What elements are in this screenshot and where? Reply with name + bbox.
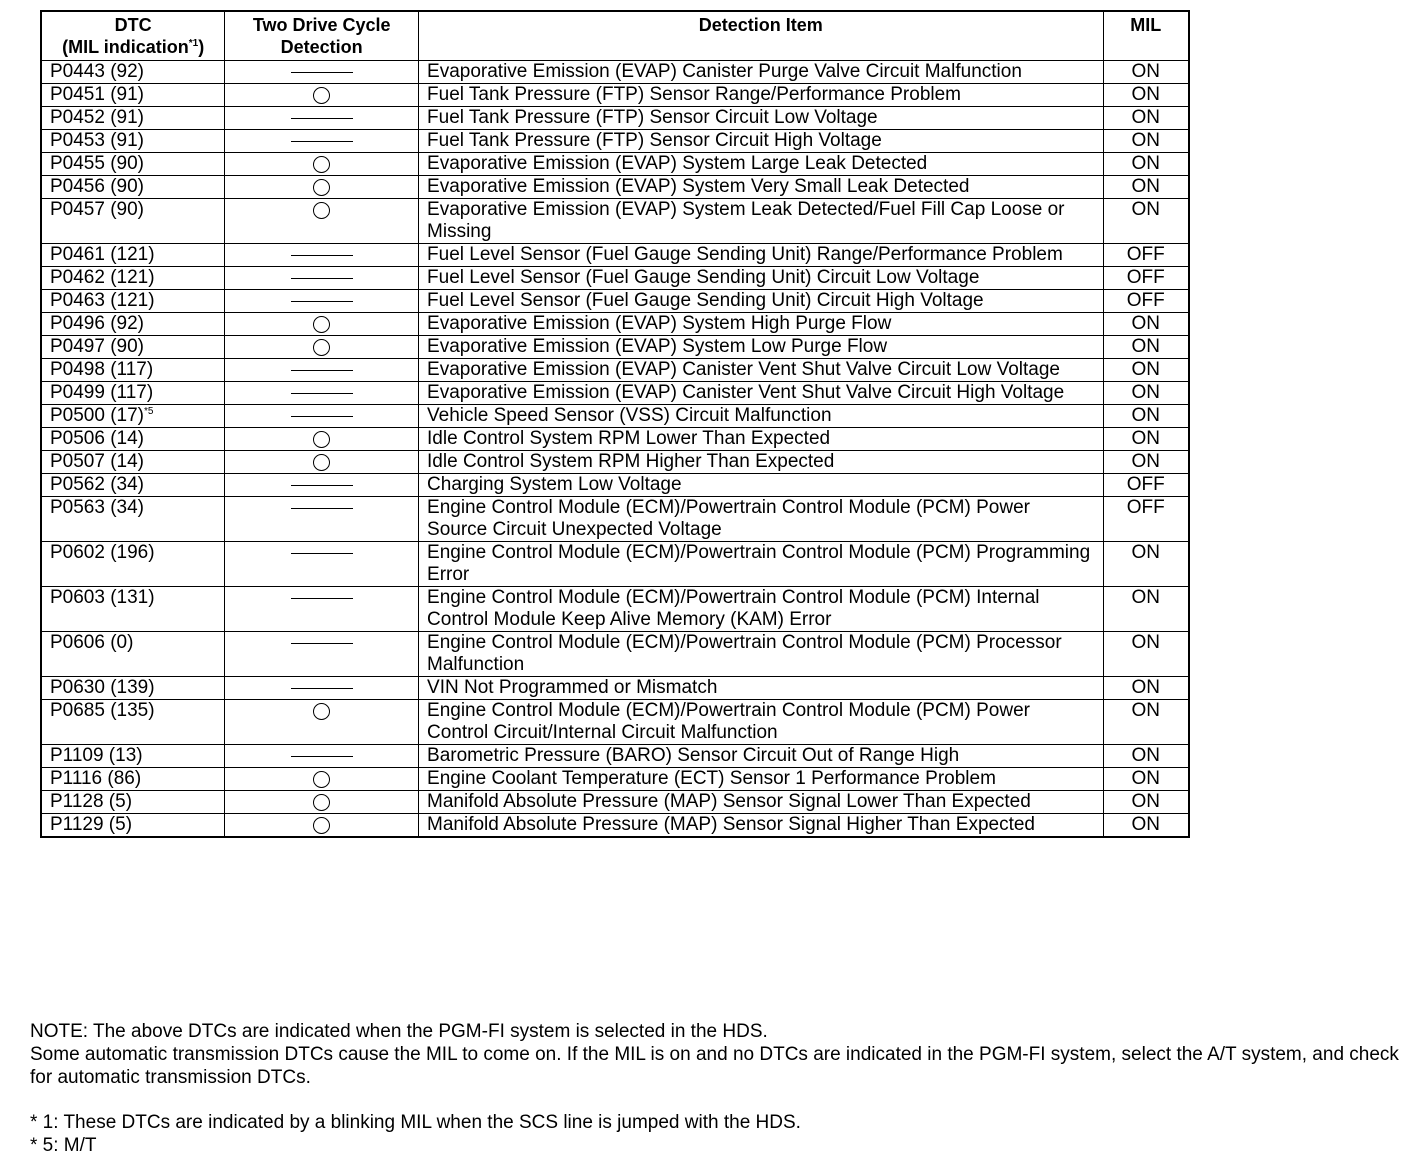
dtc-code-cell xyxy=(41,199,225,244)
header-dtc-line2: (MIL indication xyxy=(62,37,189,57)
dash-mark-icon xyxy=(291,393,353,394)
dtc-code: P0603 (131) xyxy=(50,587,155,608)
dtc-code-cell xyxy=(41,632,225,677)
dtc-code: P0507 (14) xyxy=(50,451,145,472)
mil-status: ON xyxy=(1103,130,1189,153)
detection-item: Evaporative Emission (EVAP) System Large Leak Detected xyxy=(419,153,1104,176)
table-row xyxy=(41,632,1189,677)
header-dtc-line1: DTC xyxy=(114,15,152,35)
mil-status: ON xyxy=(1103,153,1189,176)
two-drive-cycle-cell xyxy=(225,290,419,313)
two-drive-cycle-cell xyxy=(225,700,419,745)
note-automatic-transmission: Some automatic transmission DTCs cause the MIL to come on. If the MIL is on and no DTCs are indicated in the PGM-FI system, select the A/T system, and check for automatic transmission DTCs. xyxy=(30,1044,1399,1088)
circle-mark-icon xyxy=(313,339,330,356)
dtc-code-cell xyxy=(41,745,225,768)
two-drive-cycle-cell xyxy=(225,61,419,84)
circle-mark-icon xyxy=(313,87,330,104)
two-drive-cycle-cell xyxy=(225,768,419,791)
dtc-code: P1129 (5) xyxy=(50,814,133,835)
table-row xyxy=(41,290,1189,313)
circle-mark-icon xyxy=(313,156,330,173)
mil-status: OFF xyxy=(1103,244,1189,267)
table-row xyxy=(41,768,1189,791)
mil-status: ON xyxy=(1103,428,1189,451)
mil-status: ON xyxy=(1103,814,1189,838)
table-row xyxy=(41,153,1189,176)
two-drive-cycle-cell xyxy=(225,176,419,199)
table-row xyxy=(41,84,1189,107)
dtc-table xyxy=(40,10,1190,838)
table-row xyxy=(41,107,1189,130)
detection-item: Fuel Tank Pressure (FTP) Sensor Range/Performance Problem xyxy=(419,84,1104,107)
table-row xyxy=(41,814,1189,838)
dtc-code-cell xyxy=(41,290,225,313)
mil-status: ON xyxy=(1103,587,1189,632)
dtc-code: P0606 (0) xyxy=(50,632,134,653)
mil-status: OFF xyxy=(1103,497,1189,542)
mil-status: ON xyxy=(1103,382,1189,405)
two-drive-cycle-cell xyxy=(225,267,419,290)
dtc-code: P0499 (117) xyxy=(50,382,154,403)
footnote-5: * 5: M/T xyxy=(30,1135,97,1156)
table-row xyxy=(41,745,1189,768)
two-drive-cycle-cell xyxy=(225,451,419,474)
detection-item: Manifold Absolute Pressure (MAP) Sensor Signal Lower Than Expected xyxy=(419,791,1104,814)
detection-item: Fuel Tank Pressure (FTP) Sensor Circuit Low Voltage xyxy=(419,107,1104,130)
table-row xyxy=(41,176,1189,199)
mil-status: OFF xyxy=(1103,267,1189,290)
dtc-code: P0500 (17) xyxy=(50,405,145,426)
dtc-code: P0497 (90) xyxy=(50,336,145,357)
mil-status: ON xyxy=(1103,451,1189,474)
dtc-code: P0453 (91) xyxy=(50,130,145,151)
dtc-code: P0602 (196) xyxy=(50,542,155,563)
two-drive-cycle-cell xyxy=(225,382,419,405)
detection-item: Evaporative Emission (EVAP) Canister Vent Shut Valve Circuit Low Voltage xyxy=(419,359,1104,382)
detection-item: Evaporative Emission (EVAP) System Low Purge Flow xyxy=(419,336,1104,359)
detection-item: Evaporative Emission (EVAP) System Very Small Leak Detected xyxy=(419,176,1104,199)
dash-mark-icon xyxy=(291,598,353,599)
circle-mark-icon xyxy=(313,454,330,471)
two-drive-cycle-cell xyxy=(225,199,419,244)
two-drive-cycle-cell xyxy=(225,677,419,700)
table-row xyxy=(41,313,1189,336)
two-drive-cycle-cell xyxy=(225,244,419,267)
mil-status: ON xyxy=(1103,542,1189,587)
dash-mark-icon xyxy=(291,141,353,142)
mil-status: ON xyxy=(1103,791,1189,814)
detection-item: Idle Control System RPM Higher Than Expected xyxy=(419,451,1104,474)
detection-item: Barometric Pressure (BARO) Sensor Circuit Out of Range High xyxy=(419,745,1104,768)
dtc-code-cell xyxy=(41,130,225,153)
dash-mark-icon xyxy=(291,118,353,119)
dash-mark-icon xyxy=(291,553,353,554)
dtc-code: P0457 (90) xyxy=(50,199,145,220)
detection-item: Engine Control Module (ECM)/Powertrain Control Module (PCM) Power Control Circuit/Internal Circuit Malfunction xyxy=(419,700,1104,745)
dtc-code: P0456 (90) xyxy=(50,176,145,197)
dtc-code: P0462 (121) xyxy=(50,267,155,288)
mil-status: ON xyxy=(1103,359,1189,382)
mil-status: ON xyxy=(1103,176,1189,199)
table-row xyxy=(41,791,1189,814)
detection-item: Charging System Low Voltage xyxy=(419,474,1104,497)
detection-item: VIN Not Programmed or Mismatch xyxy=(419,677,1104,700)
table-row xyxy=(41,474,1189,497)
dtc-code-cell xyxy=(41,244,225,267)
detection-item: Evaporative Emission (EVAP) System High Purge Flow xyxy=(419,313,1104,336)
table-row xyxy=(41,61,1189,84)
two-drive-cycle-cell xyxy=(225,153,419,176)
dash-mark-icon xyxy=(291,278,353,279)
detection-item: Fuel Level Sensor (Fuel Gauge Sending Unit) Circuit High Voltage xyxy=(419,290,1104,313)
table-row xyxy=(41,267,1189,290)
detection-item: Evaporative Emission (EVAP) Canister Purge Valve Circuit Malfunction xyxy=(419,61,1104,84)
dtc-code-cell xyxy=(41,382,225,405)
mil-status: ON xyxy=(1103,61,1189,84)
dtc-code-cell xyxy=(41,768,225,791)
dtc-code: P0461 (121) xyxy=(50,244,155,265)
two-drive-cycle-cell xyxy=(225,791,419,814)
dtc-code-cell xyxy=(41,153,225,176)
circle-mark-icon xyxy=(313,202,330,219)
detection-item: Vehicle Speed Sensor (VSS) Circuit Malfunction xyxy=(419,405,1104,428)
dtc-code-cell xyxy=(41,176,225,199)
dtc-code: P0463 (121) xyxy=(50,290,155,311)
detection-item: Engine Control Module (ECM)/Powertrain Control Module (PCM) Power Source Circuit Unexpected Voltage xyxy=(419,497,1104,542)
two-drive-cycle-cell xyxy=(225,84,419,107)
header-dtc xyxy=(41,11,225,61)
two-drive-cycle-cell xyxy=(225,814,419,838)
two-drive-cycle-cell xyxy=(225,497,419,542)
table-row xyxy=(41,405,1189,428)
dash-mark-icon xyxy=(291,255,353,256)
two-drive-cycle-cell xyxy=(225,336,419,359)
dtc-code-cell xyxy=(41,542,225,587)
mil-status: ON xyxy=(1103,313,1189,336)
circle-mark-icon xyxy=(313,703,330,720)
two-drive-cycle-cell xyxy=(225,130,419,153)
two-drive-cycle-cell xyxy=(225,745,419,768)
table-row xyxy=(41,700,1189,745)
table-header-row xyxy=(41,11,1189,61)
dtc-code-cell xyxy=(41,359,225,382)
note-hds: NOTE: The above DTCs are indicated when the PGM-FI system is selected in the HDS. xyxy=(30,1021,768,1042)
table-row xyxy=(41,677,1189,700)
dtc-code: P0630 (139) xyxy=(50,677,155,698)
dash-mark-icon xyxy=(291,643,353,644)
detection-item: Evaporative Emission (EVAP) System Leak Detected/Fuel Fill Cap Loose or Missing xyxy=(419,199,1104,244)
dtc-code: P1128 (5) xyxy=(50,791,133,812)
dtc-code-cell xyxy=(41,474,225,497)
dtc-code: P0506 (14) xyxy=(50,428,145,449)
dtc-code-cell xyxy=(41,84,225,107)
dtc-code-cell xyxy=(41,428,225,451)
dtc-code-cell xyxy=(41,497,225,542)
detection-item: Engine Coolant Temperature (ECT) Sensor 1 Performance Problem xyxy=(419,768,1104,791)
dtc-code: P0496 (92) xyxy=(50,313,145,334)
table-row xyxy=(41,244,1189,267)
dash-mark-icon xyxy=(291,485,353,486)
dash-mark-icon xyxy=(291,72,353,73)
dtc-code: P0563 (34) xyxy=(50,497,145,518)
two-drive-cycle-cell xyxy=(225,632,419,677)
circle-mark-icon xyxy=(313,817,330,834)
header-detection-item: Detection Item xyxy=(419,11,1104,61)
footnote-1: * 1: These DTCs are indicated by a blinking MIL when the SCS line is jumped with the HDS. xyxy=(30,1112,801,1133)
table-row xyxy=(41,587,1189,632)
detection-item: Engine Control Module (ECM)/Powertrain Control Module (PCM) Programming Error xyxy=(419,542,1104,587)
dtc-code-cell xyxy=(41,791,225,814)
dash-mark-icon xyxy=(291,416,353,417)
header-dtc-close: ) xyxy=(198,37,205,57)
detection-item: Evaporative Emission (EVAP) Canister Vent Shut Valve Circuit High Voltage xyxy=(419,382,1104,405)
mil-status: OFF xyxy=(1103,474,1189,497)
dtc-code: P0452 (91) xyxy=(50,107,145,128)
mil-status: ON xyxy=(1103,199,1189,244)
dtc-code: P1109 (13) xyxy=(50,745,143,766)
detection-item: Engine Control Module (ECM)/Powertrain Control Module (PCM) Processor Malfunction xyxy=(419,632,1104,677)
dtc-code-cell xyxy=(41,451,225,474)
dtc-code-cell xyxy=(41,814,225,838)
two-drive-cycle-cell xyxy=(225,474,419,497)
two-drive-cycle-cell xyxy=(225,587,419,632)
mil-status: ON xyxy=(1103,84,1189,107)
mil-status: ON xyxy=(1103,700,1189,745)
header-mil: MIL xyxy=(1103,11,1189,61)
mil-status: ON xyxy=(1103,745,1189,768)
detection-item: Manifold Absolute Pressure (MAP) Sensor Signal Higher Than Expected xyxy=(419,814,1104,838)
dtc-code-cell xyxy=(41,61,225,84)
two-drive-cycle-cell xyxy=(225,313,419,336)
table-row xyxy=(41,336,1189,359)
detection-item: Fuel Tank Pressure (FTP) Sensor Circuit High Voltage xyxy=(419,130,1104,153)
table-row xyxy=(41,199,1189,244)
dash-mark-icon xyxy=(291,688,353,689)
two-drive-cycle-cell xyxy=(225,542,419,587)
circle-mark-icon xyxy=(313,794,330,811)
two-drive-cycle-cell xyxy=(225,359,419,382)
dtc-code-cell xyxy=(41,107,225,130)
mil-status: ON xyxy=(1103,677,1189,700)
detection-item: Engine Control Module (ECM)/Powertrain Control Module (PCM) Internal Control Module Keep Alive Memory (KAM) Error xyxy=(419,587,1104,632)
dtc-code-cell xyxy=(41,587,225,632)
mil-status: ON xyxy=(1103,107,1189,130)
mil-status: ON xyxy=(1103,405,1189,428)
table-row xyxy=(41,451,1189,474)
dtc-code: P0562 (34) xyxy=(50,474,145,495)
dtc-table-body xyxy=(41,61,1189,838)
table-row xyxy=(41,542,1189,587)
mil-status: ON xyxy=(1103,336,1189,359)
dtc-code-cell xyxy=(41,313,225,336)
dash-mark-icon xyxy=(291,370,353,371)
detection-item: Fuel Level Sensor (Fuel Gauge Sending Unit) Range/Performance Problem xyxy=(419,244,1104,267)
table-row xyxy=(41,382,1189,405)
table-row xyxy=(41,497,1189,542)
circle-mark-icon xyxy=(313,179,330,196)
dash-mark-icon xyxy=(291,756,353,757)
circle-mark-icon xyxy=(313,771,330,788)
table-row xyxy=(41,428,1189,451)
dash-mark-icon xyxy=(291,508,353,509)
two-drive-cycle-cell xyxy=(225,107,419,130)
notes-section xyxy=(30,1020,1400,1157)
header-dtc-footnote-ref: *1 xyxy=(188,38,199,49)
table-row xyxy=(41,130,1189,153)
two-drive-cycle-cell xyxy=(225,428,419,451)
dtc-code: P0498 (117) xyxy=(50,359,154,380)
dtc-code: P0451 (91) xyxy=(50,84,145,105)
header-two-drive-cycle: Two Drive Cycle Detection xyxy=(225,11,419,61)
dtc-code: P0455 (90) xyxy=(50,153,145,174)
dtc-footnote-ref: *5 xyxy=(144,406,154,417)
mil-status: ON xyxy=(1103,768,1189,791)
mil-status: OFF xyxy=(1103,290,1189,313)
detection-item: Fuel Level Sensor (Fuel Gauge Sending Unit) Circuit Low Voltage xyxy=(419,267,1104,290)
mil-status: ON xyxy=(1103,632,1189,677)
circle-mark-icon xyxy=(313,431,330,448)
dtc-code: P0443 (92) xyxy=(50,61,145,82)
circle-mark-icon xyxy=(313,316,330,333)
dtc-code: P1116 (86) xyxy=(50,768,142,789)
table-row xyxy=(41,359,1189,382)
dash-mark-icon xyxy=(291,301,353,302)
two-drive-cycle-cell xyxy=(225,405,419,428)
dtc-code-cell xyxy=(41,405,225,428)
dtc-code-cell xyxy=(41,700,225,745)
dtc-code: P0685 (135) xyxy=(50,700,155,721)
dtc-code-cell xyxy=(41,677,225,700)
dtc-code-cell xyxy=(41,267,225,290)
dtc-code-cell xyxy=(41,336,225,359)
detection-item: Idle Control System RPM Lower Than Expected xyxy=(419,428,1104,451)
